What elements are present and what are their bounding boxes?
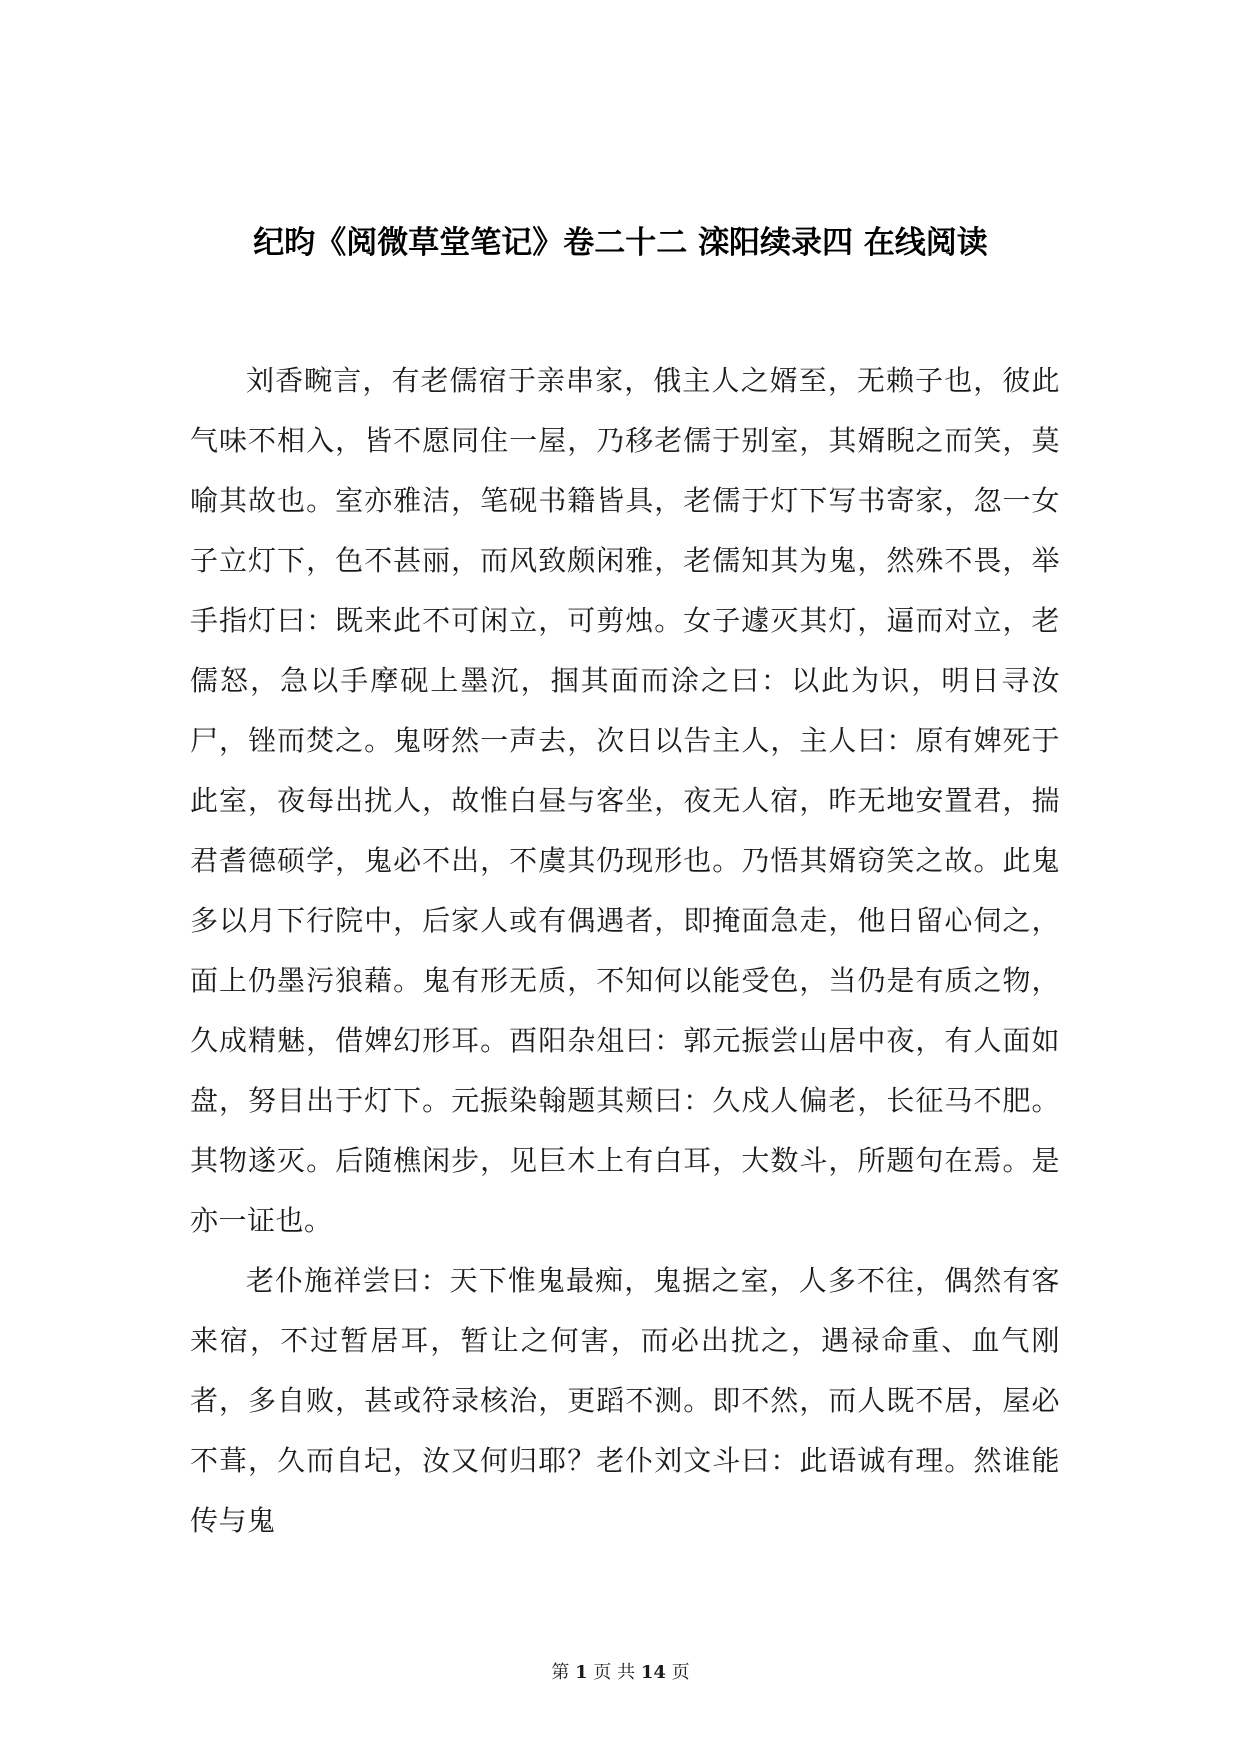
- footer-middle: 页 共: [593, 1662, 636, 1683]
- footer-suffix: 页: [671, 1662, 690, 1683]
- document-title: 纪昀《阅微草堂笔记》卷二十二 滦阳续录四 在线阅读: [253, 225, 988, 261]
- page-footer: [0, 1660, 1241, 1686]
- total-page-count: 14: [640, 1662, 666, 1683]
- current-page-number: 1: [575, 1662, 588, 1683]
- document-body: [190, 351, 1060, 1551]
- paragraph-2: 老仆施祥尝曰：天下惟鬼最痴，鬼据之室，人多不往，偶然有客来宿，不过暂居耳，暂让之何害，而必出扰之，遇禄命重、血气刚者，多自败，甚或符录核治，更蹈不测。即不然，而人既不居，屋必不葺，久而自圮，汝又何归耶？老仆刘文斗曰：此语诚有理。然谁能传与鬼: [190, 1264, 1060, 1537]
- footer-prefix: 第: [551, 1662, 570, 1683]
- paragraph-1: 刘香畹言，有老儒宿于亲串家，俄主人之婿至，无赖子也，彼此气味不相入，皆不愿同住一屋，乃移老儒于别室，其婿睨之而笑，莫喻其故也。室亦雅洁，笔砚书籍皆具，老儒于灯下写书寄家，忽一女子立灯下，色不甚丽，而风致颇闲雅，老儒知其为鬼，然殊不畏，举手指灯曰：既来此不可闲立，可剪烛。女子遽灭其灯，逼而对立，老儒怒，急以手摩砚上墨沉，掴其面而涂之曰：以此为识，明日寻汝尸，锉而焚之。鬼呀然一声去，次日以告主人，主人曰：原有婢死于此室，夜每出扰人，故惟白昼与客坐，夜无人宿，昨无地安置君，揣君耆德硕学，鬼必不出，不虞其仍现形也。乃悟其婿窃笑之故。此鬼多以月下行院中，后家人或有偶遇者，即掩面急走，他日留心伺之，面上仍墨污狼藉。鬼有形无质，不知何以能受色，当仍是有质之物，久成精魅，借婢幻形耳。酉阳杂俎曰：郭元振尝山居中夜，有人面如盘，努目出于灯下。元振染翰题其颊曰：久戍人偏老，长征马不肥。其物遂灭。后随樵闲步，见巨木上有白耳，大数斗，所题句在焉。是亦一证也。: [190, 364, 1060, 1237]
